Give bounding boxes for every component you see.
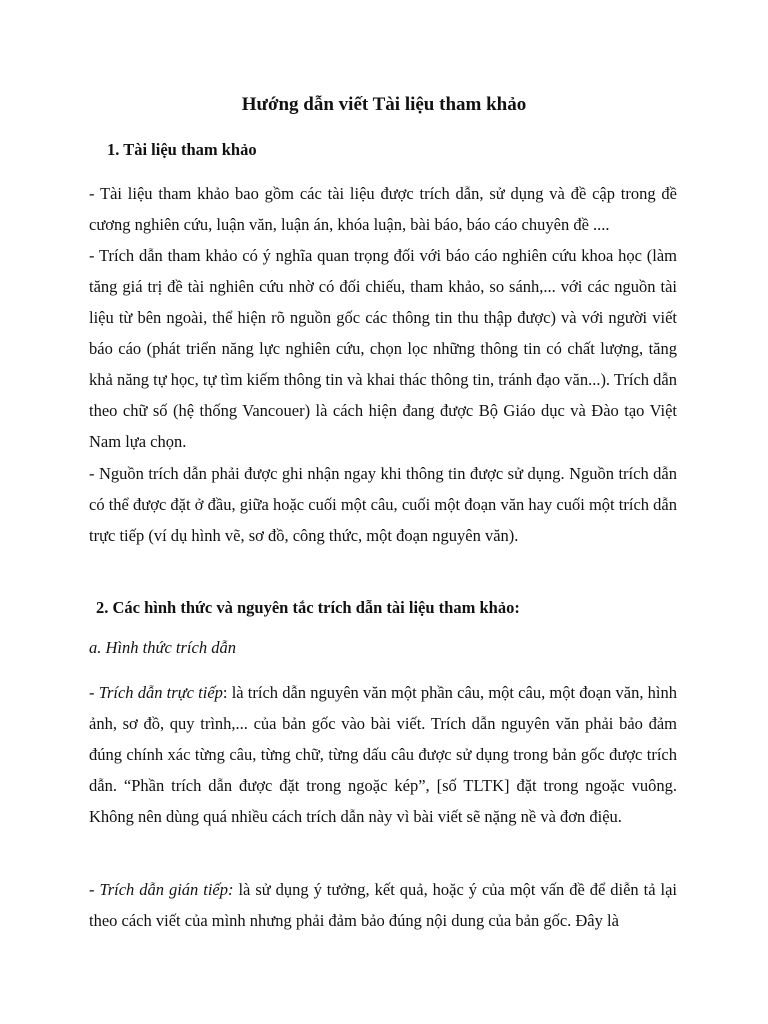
paragraph-2: - Trích dẫn tham khảo có ý nghĩa quan trọng đối với báo cáo nghiên cứu khoa học (làm tăng giá trị đề tài nghiên cứu nhờ có đối chiếu, tham khảo, so sánh,... với các nguồn tài liệu từ bên ngoài, thể hiện rõ nguồn gốc các thông tin thu thập được) và với người viết báo cáo (phát triển năng lực nghiên cứu, chọn lọc những thông tin có chất lượng, tăng khả năng tự học, tự tìm kiếm thông tin và khai thác thông tin, tránh đạo văn...). Trích dẫn theo chữ số (hệ thống Vancouer) là cách hiện đang được Bộ Giáo dục và Đào tạo Việt Nam lựa chọn. — [89, 246, 677, 451]
section-2-heading: 2. Các hình thức và nguyên tắc trích dẫn tài liệu tham khảo: — [96, 598, 520, 617]
direct-citation-label: Trích dẫn trực tiếp — [98, 683, 223, 702]
document-title: Hướng dẫn viết Tài liệu tham khảo — [241, 94, 527, 115]
paragraph-3: - Nguồn trích dẫn phải được ghi nhận ngay khi thông tin được sử dụng. Nguồn trích dẫn có thể được đặt ở đầu, giữa hoặc cuối một câu, cuối một đoạn văn hay cuối một trích dẫn trực tiếp (ví dụ hình vẽ, sơ đồ, công thức, một đoạn nguyên văn). — [89, 464, 677, 545]
section-1-heading: 1. Tài liệu tham khảo — [107, 140, 257, 159]
dash: - — [89, 683, 99, 702]
dash: - — [89, 880, 100, 899]
direct-citation-text: : là trích dẫn nguyên văn một phần câu, một câu, một đoạn văn, hình ảnh, sơ đồ, quy trình,... của bản gốc vào bài viết. Trích dẫn nguyên văn phải bảo đảm đúng chính xác từng câu, từng chữ, từng dấu câu được sử dụng trong bản gốc được trích dẫn. “Phần trích dẫn được đặt trong ngoặc kép”, [số TLTK] đặt trong ngoặc vuông. Không nên dùng quá nhiều cách trích dẫn này vì bài viết sẽ nặng nề và đơn điệu. — [89, 683, 677, 826]
subheading-a: a. Hình thức trích dẫn — [89, 638, 236, 657]
paragraph-1: - Tài liệu tham khảo bao gồm các tài liệu được trích dẫn, sử dụng và đề cập trong đề cương nghiên cứu, luận văn, luận án, khóa luận, bài báo, báo cáo chuyên đề .... — [89, 184, 677, 234]
paragraph-direct-citation — [89, 677, 677, 832]
indirect-citation-text: là sử dụng ý tưởng, kết quả, hoặc ý của một vấn đề để diễn tả lại theo cách viết của mình nhưng phải đảm bảo đúng nội dung của bản gốc. Đây là — [89, 880, 677, 930]
paragraph-indirect-citation — [89, 874, 677, 936]
indirect-citation-label: Trích dẫn gián tiếp: — [99, 880, 234, 899]
